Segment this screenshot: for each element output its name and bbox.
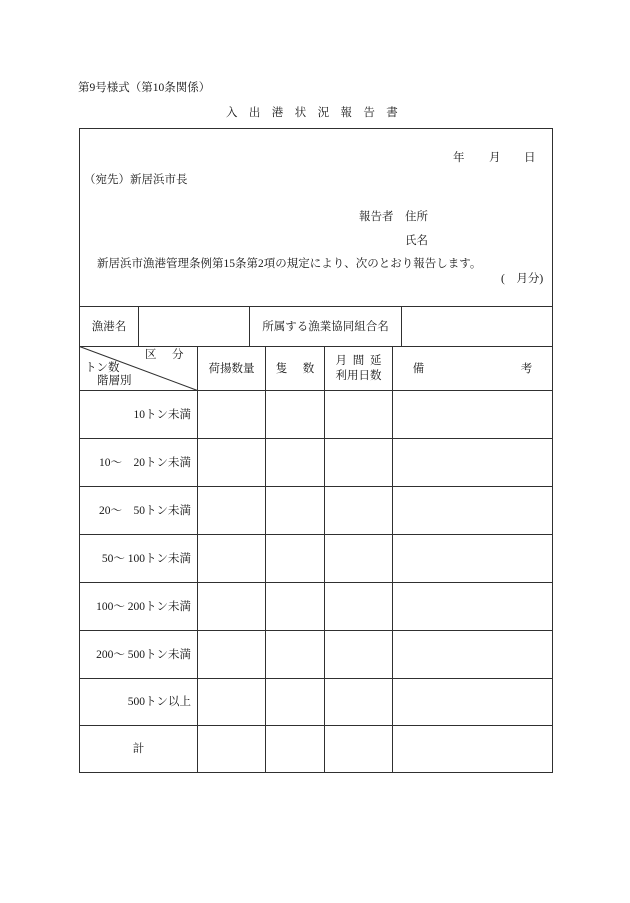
landing-quantity-cell [197,534,266,583]
remarks-total-cell [392,725,553,773]
remarks-cell [392,534,553,583]
vessel-count-cell [265,486,325,535]
remarks-cell [392,486,553,535]
date-year-label: 年 [453,152,465,164]
vessel-count-cell [265,390,325,439]
document-title: 入出港状況報告書 [226,107,410,119]
usage-days-cell [324,678,393,726]
usage-days-total-cell [324,725,393,773]
tonnage-tier-label: 50～ 100トン未満 [101,552,191,565]
tonnage-tier-cell [79,390,198,439]
category-header-cell [79,346,198,391]
report-header-section [79,128,553,307]
remarks-cell [392,582,553,631]
reporter-label: 報告者 [359,211,394,223]
total-label: 計 [132,743,145,755]
usage-days-cell [324,390,393,439]
vessel-count-cell [265,582,325,631]
table-row [79,534,553,583]
table-row [79,582,553,631]
landing-quantity-header-cell [197,346,266,391]
landing-quantity-total-cell [197,725,266,773]
tier-header-label: 階層別 [97,375,132,387]
tonnage-tier-label: 500トン以上 [127,696,191,708]
reporter-address-label: 住所 [405,211,428,223]
tonnage-tier-cell [79,582,198,631]
cooperative-label-cell [249,306,402,347]
date-month-label: 月 [489,152,501,164]
usage-days-cell [324,630,393,679]
remarks-cell [392,390,553,439]
cooperative-label: 所属する漁業協同組合名 [262,320,389,333]
port-name-label-cell [79,306,139,347]
table-row [79,630,553,679]
vessel-count-cell [265,630,325,679]
port-name-label: 漁港名 [91,320,127,333]
tonnage-tier-cell [79,486,198,535]
usage-days-header-line2: 利用日数 [335,369,382,382]
tonnage-tier-cell [79,630,198,679]
port-name-value-cell [138,306,250,347]
form-number: 第9号様式（第10条関係） [78,82,211,94]
vessel-count-header-cell [265,346,330,391]
landing-quantity-cell [197,678,266,726]
vessel-count-cell [265,438,325,487]
remarks-cell [392,630,553,679]
table-row [79,486,553,535]
usage-days-cell [324,534,393,583]
landing-quantity-cell [197,630,266,679]
total-label-cell [79,725,198,773]
landing-quantity-cell [197,486,266,535]
category-header-label: 区分 [145,349,199,361]
table-row [79,678,553,726]
table-row [79,438,553,487]
report-period: ( 月分) [501,273,544,285]
port-info-row [79,306,553,347]
usage-days-cell [324,438,393,487]
landing-quantity-cell [197,438,266,487]
vessel-count-header: 隻数 [275,362,330,375]
table-row [79,390,553,439]
tonnage-tier-label: 200～ 500トン未満 [96,648,191,661]
tonnage-tier-label: 10～ 20トン未満 [99,456,191,469]
tonnage-header-label: トン数 [85,362,120,374]
vessel-count-total-cell [265,725,325,773]
reporter-name-label: 氏名 [405,235,428,247]
usage-days-cell [324,486,393,535]
cooperative-value-cell [401,306,553,347]
tonnage-tier-cell [79,534,198,583]
usage-days-header-line1: 月間延 [335,354,388,367]
tonnage-tier-label: 20～ 50トン未満 [99,504,191,517]
tonnage-tier-cell [79,438,198,487]
remarks-cell [392,678,553,726]
table-total-row [79,725,553,773]
usage-days-header-cell [324,346,393,391]
vessel-count-cell [265,678,325,726]
tonnage-tier-label: 100～ 200トン未満 [96,600,191,613]
remarks-cell [392,438,553,487]
table-header-row [79,346,629,391]
landing-quantity-cell [197,582,266,631]
landing-quantity-cell [197,390,266,439]
tonnage-tier-cell [79,678,198,726]
report-statement: 新居浜市漁港管理条例第15条第2項の規定により、次のとおり報告します。 [97,258,482,270]
addressee: （宛先）新居浜市長 [84,174,188,186]
usage-days-cell [324,582,393,631]
remarks-header-cell [392,346,629,391]
date-day-label: 日 [524,152,536,164]
tonnage-tier-label: 10トン未満 [133,408,191,421]
remarks-header: 備考 [412,362,629,375]
vessel-count-cell [265,534,325,583]
landing-quantity-header: 荷揚数量 [208,362,255,375]
report-header-box [79,128,553,307]
